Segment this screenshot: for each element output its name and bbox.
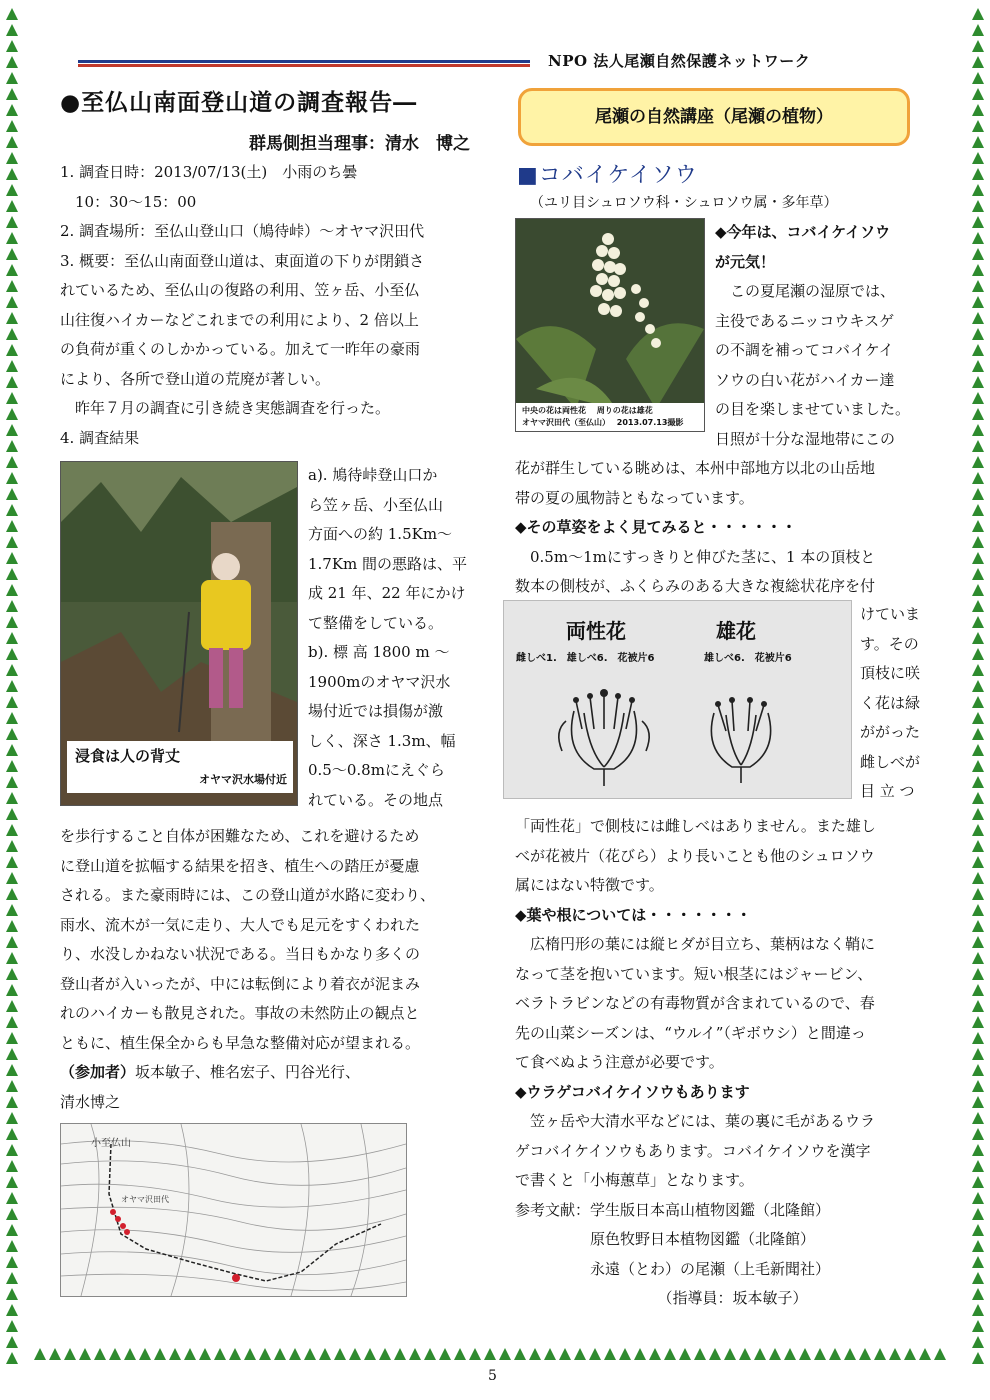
reference-line: 参考文献：学生版日本高山植物図鑑（北隆館） — [515, 1200, 831, 1219]
text-line: 0.5m～1mにすっきりと伸びた茎に、1 本の頂枝と — [515, 547, 876, 566]
flower-sketch — [504, 601, 851, 798]
trail-map — [60, 1123, 407, 1297]
plant-photo-illustration — [516, 219, 704, 431]
text-line: けていま — [860, 605, 921, 623]
section-heading: ◆今年は、コバイケイソウ — [715, 223, 891, 241]
participants-label: （参加者） — [60, 1063, 136, 1081]
page-number: 5 — [488, 1368, 497, 1384]
text-line: て食べぬよう注意が必要です。 — [515, 1053, 724, 1071]
text-line: 広楕円形の葉には縦ヒダが目立ち、葉柄はなく鞘に — [515, 935, 876, 953]
section-2-4-text — [515, 812, 935, 1314]
text-line: される。また豪雨時には、この登山道が水路に変わり、 — [60, 886, 436, 904]
text-line: 花が群生している眺めは、本州中部地方以北の山岳地 — [515, 459, 876, 477]
text-line: 主役であるニッコウキスゲ — [715, 311, 895, 330]
text-line: れているため、至仏山の復路の利用、笠ヶ岳、小至仏 — [60, 281, 420, 299]
text-line: 1. 調査日時：2013/07/13(土) 小雨のち曇 — [60, 163, 358, 181]
text-line: 先の山菜シーズンは、“ウルイ”（ギボウシ）と間違っ — [515, 1023, 866, 1042]
diagram-right-sub: 雄しべ6. 花被片6 — [704, 653, 792, 664]
text-line: なって茎を抱いています。短い根茎にはジャービン、 — [515, 964, 873, 983]
text-line: a). 鳩待峠登山口か — [308, 466, 438, 484]
diagram-left-title: 両性花 — [566, 619, 626, 643]
participants-line — [60, 1058, 480, 1088]
topographic-map — [61, 1124, 406, 1296]
text-line: て整備をしている。 — [308, 613, 444, 632]
trail-erosion-photo — [60, 461, 298, 806]
diagram-left-sub: 雌しべ1. 雄しべ6. 花被片6 — [516, 653, 655, 664]
text-line: 日照が十分な湿地帯にこの — [715, 429, 896, 448]
section-heading: ◆葉や根については・・・・・・・ — [515, 905, 752, 924]
text-line: 2. 調査場所：至仏山登山口（鳩待峠）～オヤマ沢田代 — [60, 222, 425, 240]
section-1-2-text — [515, 454, 935, 602]
text-line: 雌しべが — [860, 752, 921, 771]
section-1-wrapped — [715, 218, 935, 454]
map-label: 小至仏山 — [91, 1138, 131, 1149]
plant-photo-caption — [516, 403, 704, 431]
text-line: く花は緑 — [860, 693, 921, 712]
text-line: 目 立 つ — [860, 782, 915, 800]
section-heading: ◆その草姿をよく見てみると・・・・・・ — [515, 518, 797, 536]
participants: 坂本敏子、椎名宏子、円谷光行、 — [135, 1063, 361, 1081]
text-line: 数本の側枝が、ふくらみのある大きな複総状花序を付 — [515, 577, 876, 595]
text-line: 10：30～15：00 — [60, 192, 197, 211]
text-line: の目を楽しませていました。 — [715, 400, 911, 418]
text-line: を歩行すること自体が困難なため、これを避けるため — [60, 827, 420, 845]
text-line: 頂枝に咲 — [860, 664, 921, 682]
text-line: 昨年７月の調査に引き続き実態調査を行った。 — [60, 399, 391, 417]
left-continued-text — [60, 822, 480, 1117]
text-line: ソウの白い花がハイカー達 — [715, 370, 895, 389]
left-article — [60, 84, 480, 453]
text-line: ベラトラビンなどの有毒物質が含まれているので、春 — [515, 994, 875, 1012]
text-line: れている。その地点 — [308, 790, 444, 809]
section-heading: ◆ウラゲコバイケイソウもあります — [515, 1082, 750, 1101]
organization-name: NPO 法人尾瀬自然保護ネットワーク — [548, 52, 811, 70]
article-title: ●至仏山南面登山道の調査報告― — [60, 89, 418, 116]
photo-location: オヤマ沢水場付近 — [199, 773, 287, 786]
text-line: 3. 概要：至仏山南面登山道は、東面道の下りが閉鎖さ — [60, 251, 425, 270]
reference-line: 永遠（とわ）の尾瀬（上毛新聞社） — [515, 1259, 831, 1278]
text-line: の負荷が重くのしかかっている。加えて一昨年の豪雨 — [60, 340, 421, 358]
map-site-label: オヤマ沢田代 — [121, 1195, 169, 1204]
wrapped-text — [308, 461, 480, 815]
text-line: ともに、植生保全からも早急な整備対応が望まれる。 — [60, 1033, 421, 1052]
text-line: 「両性花」で側枝には雌しべはありません。また雄し — [515, 817, 876, 835]
text-line: この夏尾瀬の湿原では、 — [715, 282, 896, 300]
text-line: 山往復ハイカーなどこれまでの利用により、2 倍以上 — [60, 310, 419, 329]
text-line: 0.5～0.8mにえぐら — [308, 761, 445, 779]
reference-line: （指導員：坂本敏子） — [515, 1289, 808, 1307]
text-line: ゲコバイケイソウもあります。コバイケイソウを漢字 — [515, 1141, 871, 1160]
text-line: ら笠ヶ岳、小至仏山 — [308, 495, 444, 514]
section-2-wrapped — [860, 600, 932, 807]
section-heading: が元気！ — [715, 252, 776, 271]
article-author: 群馬側担当理事：清水 博之 — [249, 134, 470, 154]
text-line: す。その — [860, 634, 919, 653]
text-line: に登山道を拡幅する結果を招き、植生への踏圧が憂慮 — [60, 856, 420, 875]
photo-caption-box — [67, 741, 293, 793]
text-line: べが花被片（花びら）より長いことも他のシュロソウ — [515, 846, 875, 865]
text-line: の不調を補ってコバイケイ — [715, 341, 894, 359]
participants-line-2: 清水博之 — [60, 1092, 121, 1111]
text-line: 4. 調査結果 — [60, 428, 140, 447]
diagram-right-title: 雄花 — [716, 619, 756, 643]
plant-title: ■コバイケイソウ — [517, 163, 698, 188]
text-line: 成 21 年、22 年にかけ — [308, 584, 466, 602]
text-line: 属にはない特徴です。 — [515, 876, 664, 894]
text-line: により、各所で登山道の荒廃が著しい。 — [60, 369, 331, 388]
text-line: 場付近では損傷が激 — [308, 702, 444, 720]
text-line: 1900mのオヤマ沢水 — [308, 672, 451, 691]
text-line: 登山者が入いったが、中には転倒により着衣が泥まみ — [60, 974, 421, 993]
flower-diagram — [503, 600, 852, 799]
plant-photo-caption-2: オヤマ沢田代（至仏山） 2013.07.13撮影 — [522, 418, 684, 427]
text-line: 雨水、流木が一気に走り、大人でも足元をすくわれた — [60, 915, 421, 934]
text-line: ががった — [860, 723, 921, 741]
plant-photo — [515, 218, 705, 432]
taxonomy: （ユリ目シュロソウ科・シュロソウ属・多年草） — [530, 195, 838, 211]
text-line: 方面への約 1.5Km～ — [308, 525, 453, 543]
text-line: れのハイカーも散見された。事故の未然防止の観点と — [60, 1004, 420, 1022]
reference-line: 原色牧野日本植物図鑑（北隆館） — [515, 1230, 816, 1248]
plant-photo-caption-1: 中央の花は両性花 周りの花は雄花 — [522, 406, 653, 415]
text-line: 1.7Km 間の悪路は、平 — [308, 554, 468, 573]
photo-caption: 浸食は人の背丈 — [75, 747, 181, 765]
text-line: しく、深さ 1.3m、幅 — [308, 731, 456, 750]
text-line: 笠ヶ岳や大清水平などには、葉の裏に毛があるウラ — [515, 1112, 876, 1130]
text-line: で書くと「小梅蕙草」となります。 — [515, 1171, 754, 1189]
text-line: 帯の夏の風物詩ともなっています。 — [515, 488, 754, 507]
text-line: り、水没しかねない状況である。当日もかなり多くの — [60, 945, 421, 963]
series-banner: 尾瀬の自然講座（尾瀬の植物） — [518, 88, 910, 146]
text-line: b). 標 高 1800 m ～ — [308, 643, 450, 661]
header-rule — [78, 60, 530, 68]
